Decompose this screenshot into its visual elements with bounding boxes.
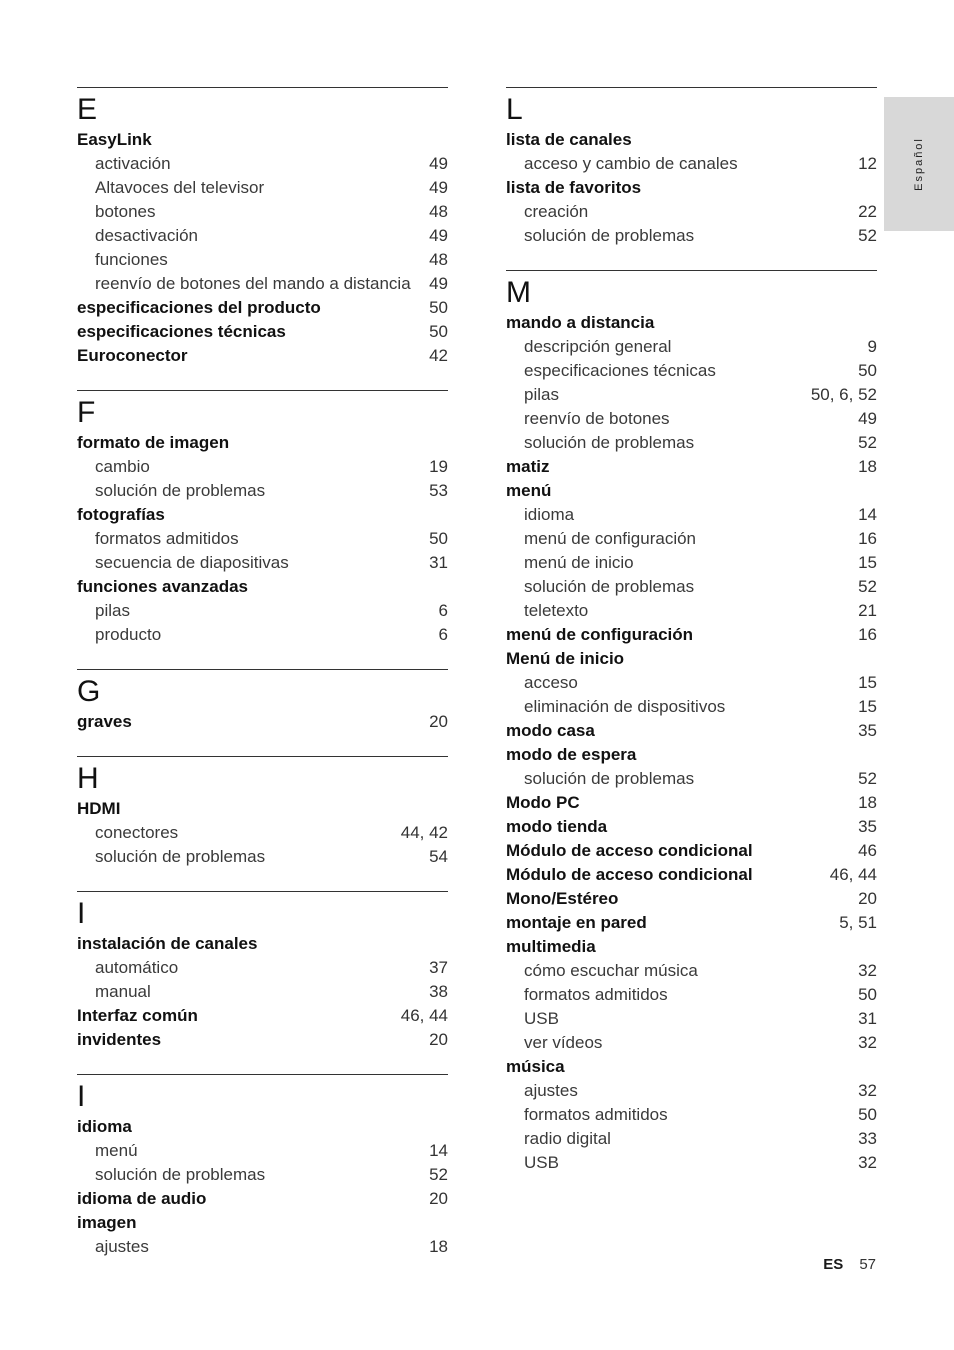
entry-pages: 6 <box>438 625 448 644</box>
language-side-tab <box>884 97 954 231</box>
entry-term: imagen <box>77 1213 137 1232</box>
entry-term: pilas <box>524 385 559 404</box>
entry-term: descripción general <box>524 337 672 356</box>
entry-term: solución de problemas <box>524 226 695 245</box>
index-entry <box>506 815 877 839</box>
entry-term: menú de inicio <box>524 553 634 572</box>
entry-pages: 54 <box>429 847 448 866</box>
entry-term: multimedia <box>506 937 596 956</box>
entry-pages: 22 <box>858 202 877 221</box>
index-subentry <box>77 821 448 845</box>
entry-pages: 15 <box>858 673 877 692</box>
index-subentry <box>506 407 877 431</box>
entry-term: acceso y cambio de canales <box>524 154 738 173</box>
entry-term: matiz <box>506 457 550 476</box>
entry-pages: 52 <box>858 433 877 452</box>
entry-pages: 46 <box>858 841 877 860</box>
entry-pages: 52 <box>429 1165 448 1184</box>
entry-pages: 35 <box>858 817 877 836</box>
index-section-h <box>77 756 448 869</box>
index-subentry <box>506 1079 877 1103</box>
index-column-right <box>506 87 877 1197</box>
entry-term: eliminación de dispositivos <box>524 697 726 716</box>
index-subentry <box>506 1127 877 1151</box>
entry-pages: 52 <box>858 769 877 788</box>
entry-pages: 31 <box>429 553 448 572</box>
index-subentry <box>506 359 877 383</box>
entry-term: ver vídeos <box>524 1033 603 1052</box>
entry-term: menú <box>506 481 552 500</box>
index-entry <box>77 1028 448 1052</box>
entry-term: funciones avanzadas <box>77 577 249 596</box>
footer-language-code: ES <box>823 1256 844 1273</box>
section-letter: H <box>77 762 99 795</box>
index-entry <box>506 455 877 479</box>
entry-term: funciones <box>95 250 168 269</box>
entry-term: cambio <box>95 457 150 476</box>
entry-term: Módulo de acceso condicional <box>506 865 753 884</box>
entry-pages: 50 <box>858 985 877 1004</box>
entry-pages: 38 <box>429 982 448 1001</box>
index-section-i <box>77 1074 448 1259</box>
entry-pages: 42 <box>429 346 448 365</box>
index-entry <box>77 296 448 320</box>
entry-term: desactivación <box>95 226 199 245</box>
entry-pages: 16 <box>858 529 877 548</box>
index-entry <box>77 575 448 599</box>
entry-term: reenvío de botones del mando a distancia <box>95 274 411 293</box>
index-subentry <box>506 335 877 359</box>
index-section-l <box>506 87 877 248</box>
index-entry <box>77 503 448 527</box>
index-subentry <box>506 767 877 791</box>
entry-term: formatos admitidos <box>524 985 668 1004</box>
index-entry <box>506 839 877 863</box>
index-entry <box>506 743 877 767</box>
entry-term: USB <box>524 1009 559 1028</box>
index-subentry <box>506 695 877 719</box>
index-subentry <box>506 1031 877 1055</box>
entry-term: especificaciones del producto <box>77 298 321 317</box>
index-subentry <box>77 224 448 248</box>
index-entry <box>77 1211 448 1235</box>
index-entry <box>506 791 877 815</box>
section-letter: F <box>77 396 96 429</box>
entry-term: idioma <box>77 1117 132 1136</box>
entry-pages: 18 <box>858 457 877 476</box>
index-subentry <box>77 152 448 176</box>
entry-pages: 20 <box>858 889 877 908</box>
entry-term: ajustes <box>524 1081 578 1100</box>
entry-term: automático <box>95 958 179 977</box>
index-subentry <box>506 551 877 575</box>
entry-term: EasyLink <box>77 130 152 149</box>
entry-term: formato de imagen <box>77 433 230 452</box>
index-subentry <box>77 248 448 272</box>
entry-pages: 6 <box>438 601 448 620</box>
index-entry <box>77 1004 448 1028</box>
entry-term: cómo escuchar música <box>524 961 698 980</box>
entry-term: conectores <box>95 823 179 842</box>
entry-term: montaje en pared <box>506 913 647 932</box>
index-entry <box>77 344 448 368</box>
entry-term: menú de configuración <box>506 625 694 644</box>
index-entry <box>506 128 877 152</box>
entry-term: Menú de inicio <box>506 649 625 668</box>
entry-pages: 50 <box>858 361 877 380</box>
entry-term: especificaciones técnicas <box>77 322 286 341</box>
index-subentry <box>506 431 877 455</box>
index-entry <box>506 719 877 743</box>
index-subentry <box>506 1007 877 1031</box>
index-subentry <box>77 1163 448 1187</box>
entry-pages: 48 <box>429 202 448 221</box>
entry-pages: 46, 44 <box>400 1006 448 1025</box>
entry-term: teletexto <box>524 601 589 620</box>
index-subentry <box>506 983 877 1007</box>
entry-term: modo de espera <box>506 745 637 764</box>
entry-pages: 21 <box>858 601 877 620</box>
index-subentry <box>77 176 448 200</box>
entry-pages: 20 <box>429 712 448 731</box>
index-section-m <box>506 270 877 1175</box>
index-entry <box>506 1055 877 1079</box>
index-subentry <box>506 224 877 248</box>
index-subentry <box>77 272 448 296</box>
entry-term: activación <box>95 154 171 173</box>
index-section-i <box>77 891 448 1052</box>
entry-term: solución de problemas <box>524 433 695 452</box>
entry-term: Interfaz común <box>77 1006 198 1025</box>
entry-pages: 50 <box>429 298 448 317</box>
entry-pages: 49 <box>429 274 448 293</box>
entry-term: USB <box>524 1153 559 1172</box>
index-entry <box>77 1187 448 1211</box>
index-subentry <box>77 845 448 869</box>
index-entry <box>506 479 877 503</box>
entry-pages: 15 <box>858 553 877 572</box>
entry-term: música <box>506 1057 565 1076</box>
entry-pages: 9 <box>867 337 877 356</box>
entry-pages: 53 <box>429 481 448 500</box>
entry-term: creación <box>524 202 589 221</box>
entry-pages: 20 <box>429 1189 448 1208</box>
index-subentry <box>506 959 877 983</box>
index-entry <box>77 1115 448 1139</box>
page-footer <box>823 1256 876 1273</box>
index-entry <box>506 176 877 200</box>
index-entry <box>506 935 877 959</box>
index-subentry <box>506 503 877 527</box>
index-subentry <box>506 383 877 407</box>
index-subentry <box>77 980 448 1004</box>
index-subentry <box>77 551 448 575</box>
entry-term: Módulo de acceso condicional <box>506 841 753 860</box>
entry-term: producto <box>95 625 162 644</box>
entry-term: mando a distancia <box>506 313 655 332</box>
entry-term: ajustes <box>95 1237 149 1256</box>
entry-pages: 16 <box>858 625 877 644</box>
entry-term: HDMI <box>77 799 121 818</box>
entry-pages: 14 <box>429 1141 448 1160</box>
index-subentry <box>506 575 877 599</box>
entry-pages: 49 <box>429 178 448 197</box>
entry-pages: 50 <box>429 529 448 548</box>
entry-term: Modo PC <box>506 793 580 812</box>
entry-pages: 49 <box>429 226 448 245</box>
entry-pages: 50 <box>429 322 448 341</box>
index-subentry <box>77 599 448 623</box>
entry-term: pilas <box>95 601 130 620</box>
entry-pages: 35 <box>858 721 877 740</box>
entry-pages: 5, 51 <box>839 913 877 932</box>
entry-term: acceso <box>524 673 578 692</box>
index-subentry <box>77 455 448 479</box>
entry-term: modo tienda <box>506 817 608 836</box>
index-entry <box>77 797 448 821</box>
entry-term: idioma de audio <box>77 1189 207 1208</box>
index-entry <box>77 128 448 152</box>
entry-term: reenvío de botones <box>524 409 670 428</box>
entry-term: solución de problemas <box>95 481 266 500</box>
entry-term: radio digital <box>524 1129 611 1148</box>
entry-term: lista de canales <box>506 130 632 149</box>
index-entry <box>77 932 448 956</box>
index-subentry <box>506 1151 877 1175</box>
section-letter: G <box>77 675 101 708</box>
entry-term: menú <box>95 1141 138 1160</box>
entry-pages: 15 <box>858 697 877 716</box>
entry-term: invidentes <box>77 1030 162 1049</box>
entry-term: lista de favoritos <box>506 178 642 197</box>
index-entry <box>506 863 877 887</box>
index-subentry <box>506 527 877 551</box>
index-section-e <box>77 87 448 368</box>
index-entry <box>506 311 877 335</box>
section-letter: L <box>506 93 523 126</box>
entry-term: fotografías <box>77 505 165 524</box>
entry-pages: 32 <box>858 961 877 980</box>
language-tab-label: Español <box>913 137 925 191</box>
index-subentry <box>77 200 448 224</box>
index-subentry <box>506 152 877 176</box>
entry-pages: 50, 6, 52 <box>810 385 877 404</box>
index-subentry <box>77 527 448 551</box>
index-entry <box>77 320 448 344</box>
index-entry <box>77 431 448 455</box>
index-column-left <box>77 87 448 1281</box>
entry-term: solución de problemas <box>95 1165 266 1184</box>
index-entry <box>77 710 448 734</box>
section-letter: I <box>77 897 86 930</box>
page-number: 57 <box>859 1256 876 1273</box>
entry-pages: 52 <box>858 577 877 596</box>
entry-term: formatos admitidos <box>95 529 239 548</box>
entry-pages: 33 <box>858 1129 877 1148</box>
index-section-g <box>77 669 448 734</box>
entry-pages: 48 <box>429 250 448 269</box>
entry-pages: 46, 44 <box>829 865 877 884</box>
entry-term: Euroconector <box>77 346 188 365</box>
index-subentry <box>506 671 877 695</box>
entry-term: instalación de canales <box>77 934 258 953</box>
entry-pages: 32 <box>858 1081 877 1100</box>
section-letter: E <box>77 93 98 126</box>
entry-term: especificaciones técnicas <box>524 361 716 380</box>
index-subentry <box>506 200 877 224</box>
index-subentry <box>506 599 877 623</box>
index-entry <box>506 887 877 911</box>
entry-term: idioma <box>524 505 575 524</box>
index-subentry <box>77 1235 448 1259</box>
entry-term: Mono/Estéreo <box>506 889 619 908</box>
entry-pages: 19 <box>429 457 448 476</box>
entry-pages: 32 <box>858 1153 877 1172</box>
entry-pages: 37 <box>429 958 448 977</box>
entry-pages: 32 <box>858 1033 877 1052</box>
index-entry <box>506 647 877 671</box>
index-subentry <box>77 956 448 980</box>
entry-term: manual <box>95 982 151 1001</box>
entry-term: menú de configuración <box>524 529 697 548</box>
entry-term: formatos admitidos <box>524 1105 668 1124</box>
entry-pages: 52 <box>858 226 877 245</box>
entry-term: solución de problemas <box>524 769 695 788</box>
section-letter: I <box>77 1080 86 1113</box>
entry-pages: 49 <box>429 154 448 173</box>
entry-pages: 31 <box>858 1009 877 1028</box>
entry-pages: 12 <box>858 154 877 173</box>
entry-pages: 18 <box>858 793 877 812</box>
entry-pages: 50 <box>858 1105 877 1124</box>
section-letter: M <box>506 276 531 309</box>
index-subentry <box>506 1103 877 1127</box>
entry-pages: 49 <box>858 409 877 428</box>
entry-term: modo casa <box>506 721 595 740</box>
entry-term: secuencia de diapositivas <box>95 553 289 572</box>
entry-term: botones <box>95 202 156 221</box>
index-entry <box>506 623 877 647</box>
index-entry <box>506 911 877 935</box>
entry-term: Altavoces del televisor <box>95 178 265 197</box>
entry-pages: 20 <box>429 1030 448 1049</box>
index-subentry <box>77 479 448 503</box>
index-subentry <box>77 1139 448 1163</box>
entry-pages: 18 <box>429 1237 448 1256</box>
entry-term: graves <box>77 712 132 731</box>
entry-pages: 14 <box>858 505 877 524</box>
entry-term: solución de problemas <box>524 577 695 596</box>
entry-pages: 44, 42 <box>400 823 448 842</box>
index-subentry <box>77 623 448 647</box>
index-section-f <box>77 390 448 647</box>
entry-term: solución de problemas <box>95 847 266 866</box>
